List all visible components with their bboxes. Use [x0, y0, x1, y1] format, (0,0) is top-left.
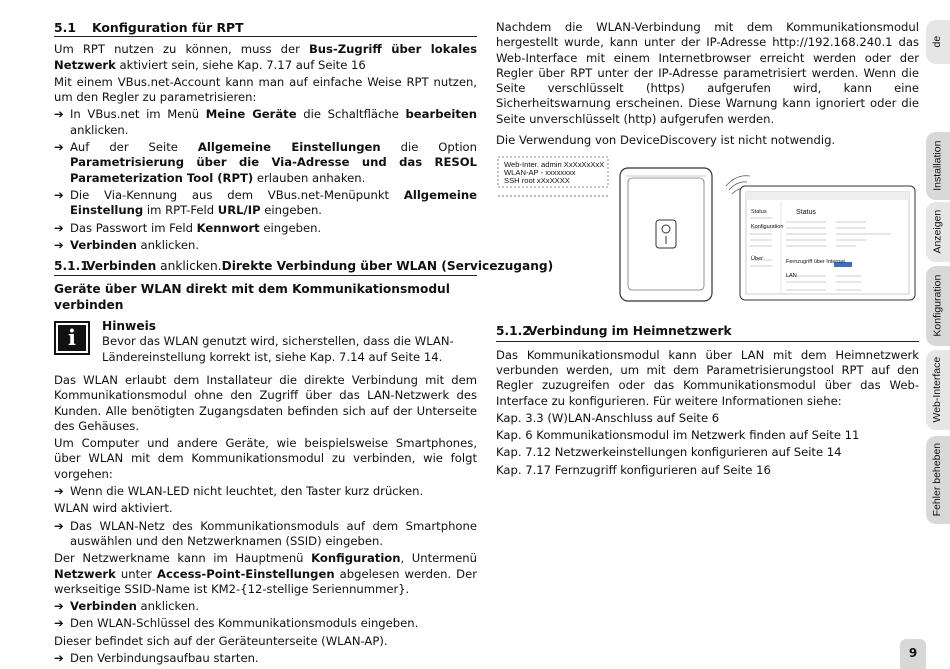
instruction-step: ➔ Den WLAN-Schlüssel des Kommunikationsmoduls eingeben. [54, 616, 477, 631]
device-illustration [496, 156, 919, 304]
section-number: 5.1.1 [54, 259, 89, 274]
instruction-step: ➔ Verbinden anklicken. [54, 238, 477, 253]
note-title: Hinweis [102, 319, 157, 334]
paragraph: Um RPT nutzen zu können, muss der Bus-Zugriff über lokales Netzwerk aktiviert sein, siehe Kap. 7.17 auf Seite 16 [54, 42, 478, 72]
right-column [496, 20, 919, 480]
label-line: WLAN-AP - xxxxxxxx [504, 168, 576, 178]
list-item: Kap. 7.12 Netzwerkeinstellungen konfigurieren auf Seite 14 [496, 445, 842, 460]
section-title: Verbinden anklicken.Direkte Verbindung über WLAN (Servicezugang) [86, 259, 554, 274]
page-number: 9 [900, 639, 926, 669]
paragraph: Das Kommunikationsmodul kann über LAN mit dem Heimnetzwerk verbunden werden, um mit dem Parametrisierungstool RPT auf den Regler zuzugreifen oder das Kommunikationsmodul über das Web-Interface zu konfigurieren. Für weitere Informationen siehe: [496, 347, 919, 408]
instruction-step: ➔ In VBus.net im Menü Meine Geräte die Schaltfläche bearbeiten anklicken. [54, 107, 477, 138]
web-menu-status: Status [751, 209, 767, 216]
list-item: Kap. 6 Kommunikationsmodul im Netzwerk finden auf Seite 11 [496, 428, 860, 443]
tab-anzeigen[interactable]: Anzeigen [926, 202, 950, 262]
paragraph: Der Netzwerkname kann im Hauptmenü Konfiguration, Untermenü Netzwerk unter Access-Point-Einstellungen abgelesen werden. Der werkseitige SSID-Name ist KM2-{12-stellige Seriennummer}. [54, 551, 478, 596]
section-title: Konfiguration für RPT [92, 20, 244, 35]
section-heading-5-1-1 [54, 259, 554, 276]
tab-konfiguration[interactable]: Konfiguration [926, 266, 950, 346]
subheading: Geräte über WLAN direkt mit dem Kommunikationsmodul verbinden [54, 282, 450, 312]
paragraph: Das WLAN erlaubt dem Installateur die direkte Verbindung mit dem Kommunikationsmodul ohne den Zugriff über das LAN-Netzwerk des Kunden. Alle benötigten Zugangsdaten befinden sich auf der Unterseite des Gehäuses. [54, 372, 477, 433]
web-lan: LAN [786, 273, 797, 280]
reference-list [496, 411, 919, 478]
note-text: Bevor das WLAN genutzt wird, sicherstellen, dass die WLAN-Ländereinstellung korrekt ist, siehe Kap. 7.14 auf Seite 14. [102, 334, 454, 364]
paragraph: Um Computer und andere Geräte, wie beispielsweise Smartphones, über WLAN mit dem Kommunikationsmodul zu verbinden, wie folgt vorgehen: [54, 436, 477, 481]
list-item: Kap. 3.3 (W)LAN-Anschluss auf Seite 6 [496, 410, 720, 425]
label-line: Web-Inter. admin XxXxXxXxX [504, 160, 605, 170]
label-line: SSH root xXxXXXX [504, 176, 570, 186]
instruction-step: ➔ Die Via-Kennung aus dem VBus.net-Menüpunkt Allgemeine Einstellung im RPT-Feld URL/IP eingeben. [54, 188, 477, 219]
tab-installation[interactable]: Installation [926, 132, 950, 200]
section-heading-5-1-2 [496, 324, 919, 341]
instruction-step: ➔ Auf der Seite Allgemeine Einstellungen die Option Parametrisierung über die Via-Adresse und das RESOL Parameterization Tool (RPT) erlauben anhaken. [54, 140, 477, 186]
tab-web-interface[interactable]: Web-Interface [926, 350, 950, 430]
instruction-step: ➔ Wenn die WLAN-LED nicht leuchtet, den Taster kurz drücken. [54, 484, 477, 499]
paragraph: Mit einem VBus.net-Account kann man auf einfache Weise RPT nutzen, um den Regler zu parametrisieren: [54, 74, 477, 105]
instruction-step: ➔ Das Passwort im Feld Kennwort eingeben. [54, 221, 477, 236]
list-item: Kap. 7.17 Fernzugriff konfigurieren auf Seite 16 [496, 462, 771, 477]
instruction-step: ➔ Den Verbindungsaufbau starten. [54, 651, 477, 666]
tab-de[interactable]: de [926, 20, 950, 64]
web-fernzugriff: Fernzugriff über Internet [786, 259, 845, 266]
info-icon: i [54, 321, 90, 355]
paragraph: WLAN wird aktiviert. [54, 501, 173, 516]
note-box [54, 319, 477, 367]
section-number: 5.1.2 [496, 324, 531, 339]
section-title: Verbindung im Heimnetzwerk [528, 324, 732, 339]
paragraph: Die Verwendung von DeviceDiscovery ist nicht notwendig. [496, 133, 836, 148]
paragraph: Nachdem die WLAN-Verbindung mit dem Kommunikationsmodul hergestellt wurde, kann unter der IP-Adresse http://192.168.240.1 das Web-Interface mit einem Internetbrowser erreicht werden oder der Regler über RPT unter der IP-Adresse parametrisiert werden. Wenn die Seite verschlüsselt (https) aufgerufen wird, kann eine Sicherheitswarnung erscheinen. Diese Warnung kann ignoriert oder die Seite unverschlüsselt (http) aufgerufen werden. [496, 20, 919, 126]
web-menu-uber: Über [751, 256, 763, 263]
section-heading-5-1 [54, 20, 477, 37]
section-number: 5.1 [54, 20, 76, 35]
instruction-step: ➔ Verbinden anklicken. [54, 599, 477, 614]
web-menu-konfig: Konfiguration [751, 224, 784, 231]
paragraph: Dieser befindet sich auf der Geräteunterseite (WLAN-AP). [54, 633, 388, 648]
instruction-step: ➔ Das WLAN-Netz des Kommunikationsmoduls auf dem Smartphone auswählen und den Netzwerknamen (SSID) eingeben. [54, 519, 477, 550]
web-status-title: Status [796, 209, 816, 217]
tab-fehler-beheben[interactable]: Fehler beheben [926, 436, 950, 524]
